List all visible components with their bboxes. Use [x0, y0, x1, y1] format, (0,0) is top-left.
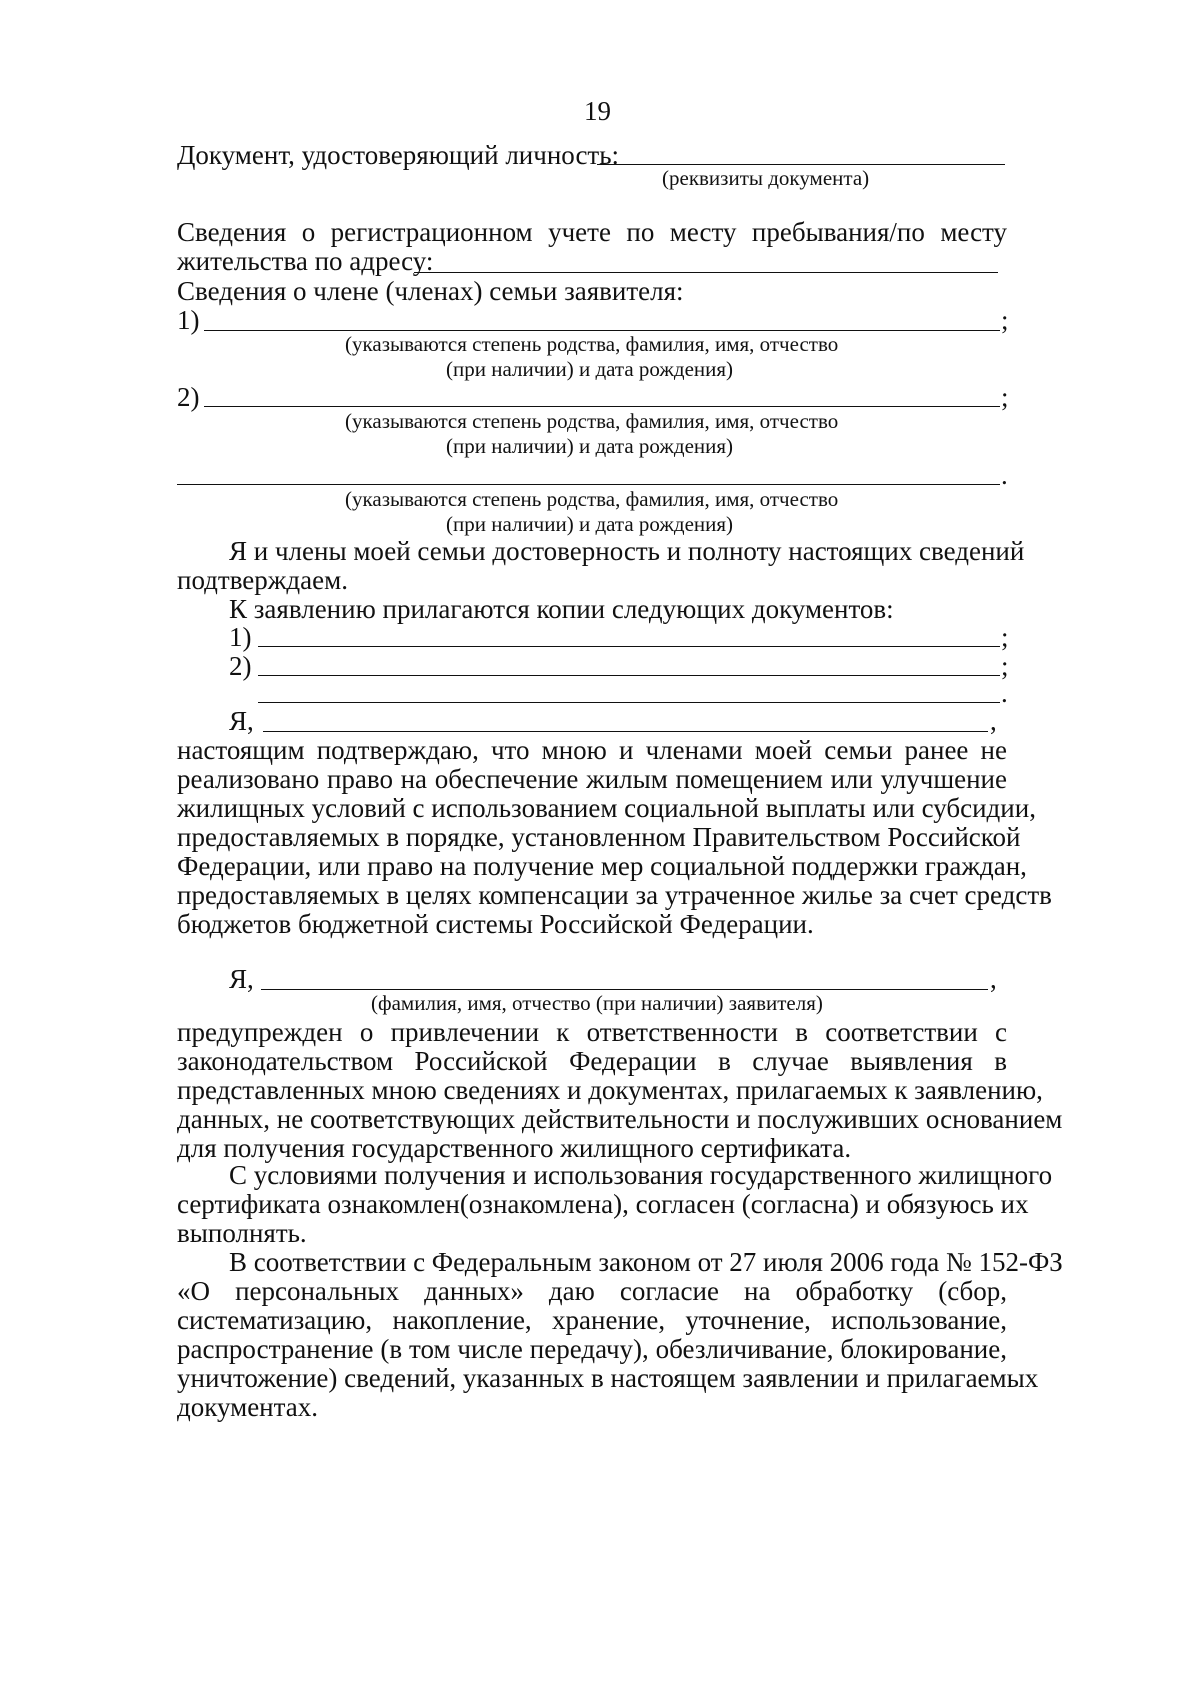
attachments-heading: К заявлению прилагаются копии следующих документов: [229, 594, 894, 624]
statement1-name-field[interactable] [263, 731, 988, 732]
identity-field[interactable] [597, 164, 1005, 165]
personal-data-line: «О персональных данных» даю согласие на обработку (сбор, [177, 1276, 1007, 1306]
statement2-last-line: для получения государственного жилищного сертификата. [177, 1133, 852, 1163]
family-member2-field[interactable] [204, 406, 1000, 407]
family-item2-semicolon: ; [1001, 382, 1009, 412]
identity-label: Документ, удостоверяющий личность: [177, 140, 620, 170]
attachments-item2-number: 2) [229, 651, 252, 681]
statement1-prefix: Я, [229, 706, 254, 736]
family-item1-number: 1) [177, 305, 200, 335]
personal-data-line1: В соответствии с Федеральным законом от 27 июля 2006 года № 152-ФЗ [229, 1247, 1063, 1277]
statement2-comma: , [990, 964, 997, 994]
personal-data-line: систематизацию, накопление, хранение, уточнение, использование, [177, 1305, 1007, 1335]
family-item3-hint1: (указываются степень родства, фамилия, имя, отчество [345, 487, 839, 511]
attachment2-field[interactable] [258, 675, 1000, 676]
family-member1-field[interactable] [204, 330, 1000, 331]
statement1-comma: , [990, 706, 997, 736]
statement1-line: предоставляемых в целях компенсации за утраченное жилье за счет средств [177, 880, 1052, 910]
attachments-item1-number: 1) [229, 622, 252, 652]
attachments-item1-semicolon: ; [1001, 622, 1009, 652]
personal-data-line: уничтожение) сведений, указанных в настоящем заявлении и прилагаемых [177, 1363, 1039, 1393]
statement1-line: жилищных условий с использованием социальной выплаты или субсидии, [177, 793, 1036, 823]
family-item1-hint2: (при наличии) и дата рождения) [446, 357, 734, 381]
personal-data-line: распространение (в том числе передачу), обезличивание, блокирование, [177, 1334, 1007, 1364]
statement1-line: предоставляемых в порядке, установленном Правительством Российской [177, 822, 1021, 852]
family-item2-number: 2) [177, 382, 200, 412]
identity-hint: (реквизиты документа) [662, 166, 870, 190]
statement2-line: данных, не соответствующих действительности и послуживших основанием [177, 1104, 1063, 1134]
family-item3-dot: . [1001, 460, 1008, 490]
family-item3-hint2: (при наличии) и дата рождения) [446, 512, 734, 536]
attachments-item3-dot: . [1001, 678, 1008, 708]
attachments-item2-semicolon: ; [1001, 651, 1009, 681]
registration-address-field[interactable] [414, 272, 998, 273]
family-heading: Сведения о члене (членах) семьи заявителя: [177, 276, 684, 306]
registration-line2: жительства по адресу: [177, 246, 434, 276]
statement1-line: реализовано право на обеспечение жилым помещением или улучшение [177, 764, 1007, 794]
conditions-line3: выполнять. [177, 1218, 307, 1248]
confirm-line1: Я и члены моей семьи достоверность и полноту настоящих сведений [229, 536, 1025, 566]
statement2-line: законодательством Российской Федерации в случае выявления в [177, 1046, 1007, 1076]
statement2-line: представленных мною сведениях и документах, прилагаемых к заявлению, [177, 1075, 1043, 1105]
registration-line1: Сведения о регистрационном учете по месту пребывания/по месту [177, 217, 1007, 247]
page-number: 19 [584, 96, 611, 126]
statement2-name-field[interactable] [261, 989, 988, 990]
personal-data-last-line: документах. [177, 1392, 318, 1422]
attachment3-field[interactable] [258, 702, 1000, 703]
confirm-line2: подтверждаем. [177, 565, 348, 595]
statement1-line: настоящим подтверждаю, что мною и членами моей семьи ранее не [177, 735, 1007, 765]
attachment1-field[interactable] [258, 646, 1000, 647]
statement2-prefix: Я, [229, 964, 254, 994]
family-item1-hint1: (указываются степень родства, фамилия, имя, отчество [345, 332, 839, 356]
statement2-hint: (фамилия, имя, отчество (при наличии) заявителя) [371, 991, 823, 1015]
statement1-last-line: бюджетов бюджетной системы Российской Федерации. [177, 909, 814, 939]
family-item2-hint2: (при наличии) и дата рождения) [446, 434, 734, 458]
family-member3-field[interactable] [177, 484, 1000, 485]
conditions-line1: С условиями получения и использования государственного жилищного [229, 1160, 1053, 1190]
statement1-line: Федерации, или право на получение мер социальной поддержки граждан, [177, 851, 1027, 881]
family-item1-semicolon: ; [1001, 305, 1009, 335]
family-item2-hint1: (указываются степень родства, фамилия, имя, отчество [345, 409, 839, 433]
statement2-line: предупрежден о привлечении к ответственности в соответствии с [177, 1017, 1007, 1047]
conditions-line2: сертификата ознакомлен(ознакомлена), согласен (согласна) и обязуюсь их [177, 1189, 1029, 1219]
